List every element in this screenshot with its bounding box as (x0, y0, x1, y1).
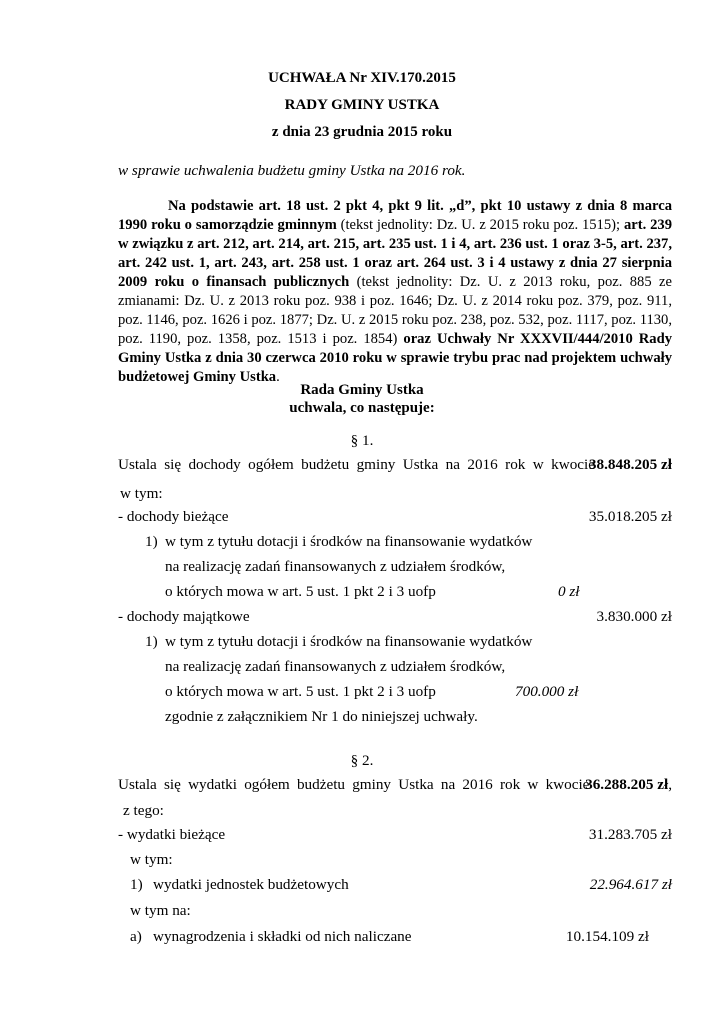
property-grants-line2: na realizację zadań finansowanych z udziałem środków, (165, 658, 506, 675)
property-income-value: 3.830.000 zł (596, 608, 672, 625)
property-income-row (118, 608, 672, 628)
income-total: 38.848.205 zł (588, 456, 672, 473)
budget-units-expense-label: wydatki jednostek budżetowych (153, 876, 349, 893)
current-grants-line1: w tym z tytułu dotacji i środków na finansowanie wydatków (165, 533, 533, 550)
property-grants-value: 700.000 zł (515, 683, 579, 700)
budget-units-expense-value: 22.964.617 zł (589, 876, 672, 893)
expense-intro-end: , (668, 776, 672, 793)
resolution-date: z dnia 23 grudnia 2015 roku (271, 124, 453, 140)
section-1-heading: § 1. (350, 432, 374, 449)
current-income-label: - dochody bieżące (118, 508, 229, 525)
expense-in-that: w tym: (130, 851, 173, 868)
current-grants-line3: o których mowa w art. 5 ust. 1 pkt 2 i 3 uofp (165, 583, 436, 600)
property-income-label: - dochody majątkowe (118, 608, 250, 625)
annex-note: zgodnie z załącznikiem Nr 1 do niniejszej uchwały. (165, 708, 478, 725)
property-grants-line1: w tym z tytułu dotacji i środków na finansowanie wydatków (165, 633, 533, 650)
legal-basis-part: Na podstawie art. 18 ust. 2 pkt 4, pkt 9 lit. „d”, pkt 10 ustawy z dnia 8 marca 1990 roku o samorządzie gminnym (118, 198, 672, 233)
council-name: RADY GMINY USTKA (284, 97, 440, 113)
legal-basis-paragraph (118, 197, 672, 387)
list-letter: a) (130, 928, 142, 945)
section-2-heading: § 2. (350, 752, 374, 769)
legal-basis-part: . (276, 369, 280, 385)
expense-of-which: z tego: (123, 802, 164, 819)
list-number: 1) (130, 876, 143, 893)
expense-in-that-on: w tym na: (130, 902, 191, 919)
current-income-row (118, 508, 672, 528)
section-2-intro (118, 776, 672, 796)
salaries-label: wynagrodzenia i składki od nich naliczane (153, 928, 412, 945)
property-grants-line3: o których mowa w art. 5 ust. 1 pkt 2 i 3 uofp (165, 683, 436, 700)
current-grants-value: 0 zł (558, 583, 580, 600)
current-expense-row (118, 826, 672, 846)
salaries-value: 10.154.109 zł (565, 928, 649, 945)
legal-basis-part: art. 239 w związku z art. 212, art. 214, art. 215, art. 235 ust. 1 i 4, art. 236 ust. 1 oraz 3-5, art. 237, art. 242 ust. 1, art. 243, art. 258 ust. 1 oraz art. 264 ust. 3 i 4 ustawy z dnia 27 sierpnia 2009 roku o finansach publicznych (118, 217, 673, 290)
expense-total-wrap (585, 776, 672, 794)
resolution-number: UCHWAŁA Nr XIV.170.2015 (268, 70, 456, 86)
list-number: 1) (145, 633, 158, 650)
current-expense-label: - wydatki bieżące (118, 826, 226, 843)
current-grants-line2: na realizację zadań finansowanych z udziałem środków, (165, 558, 506, 575)
current-income-value: 35.018.205 zł (588, 508, 672, 525)
council-heading: Rada Gminy Ustka (300, 382, 424, 398)
current-expense-value: 31.283.705 zł (588, 826, 672, 843)
list-number: 1) (145, 533, 158, 550)
resolves-heading: uchwala, co następuje: (289, 400, 435, 416)
legal-basis-part: oraz Uchwały Nr XXXVII/444/2010 Rady Gminy Ustka z dnia 30 czerwca 2010 roku w sprawie trybu prac nad projektem uchwały budżetowej Gminy Ustka (118, 331, 673, 385)
income-in-that: w tym: (120, 485, 163, 502)
legal-basis-part: (tekst jednolity: Dz. U. z 2013 roku, poz. 885 ze zmianami: Dz. U. z 2013 roku poz. 938 i poz. 1646; Dz. U. z 2014 roku poz. 379, poz. 911, poz. 1146, poz. 1626 i poz. 1877; Dz. U. z 2015 roku poz. 238, poz. 532, poz. 1117, poz. 1130, poz. 1190, poz. 1358, poz. 1513 i poz. 1854) (118, 274, 672, 347)
expense-intro-text: Ustala się wydatki ogółem budżetu gminy Ustka na 2016 rok w kwocie (118, 776, 590, 793)
income-intro-text: Ustala się dochody ogółem budżetu gminy Ustka na 2016 rok w kwocie (118, 456, 595, 473)
resolution-subject: w sprawie uchwalenia budżetu gminy Ustka na 2016 rok. (118, 162, 466, 179)
section-1-intro (118, 456, 672, 476)
legal-basis-part: (tekst jednolity: Dz. U. z 2015 roku poz. 1515); (336, 217, 624, 233)
expense-total: 36.288.205 zł (585, 776, 669, 793)
